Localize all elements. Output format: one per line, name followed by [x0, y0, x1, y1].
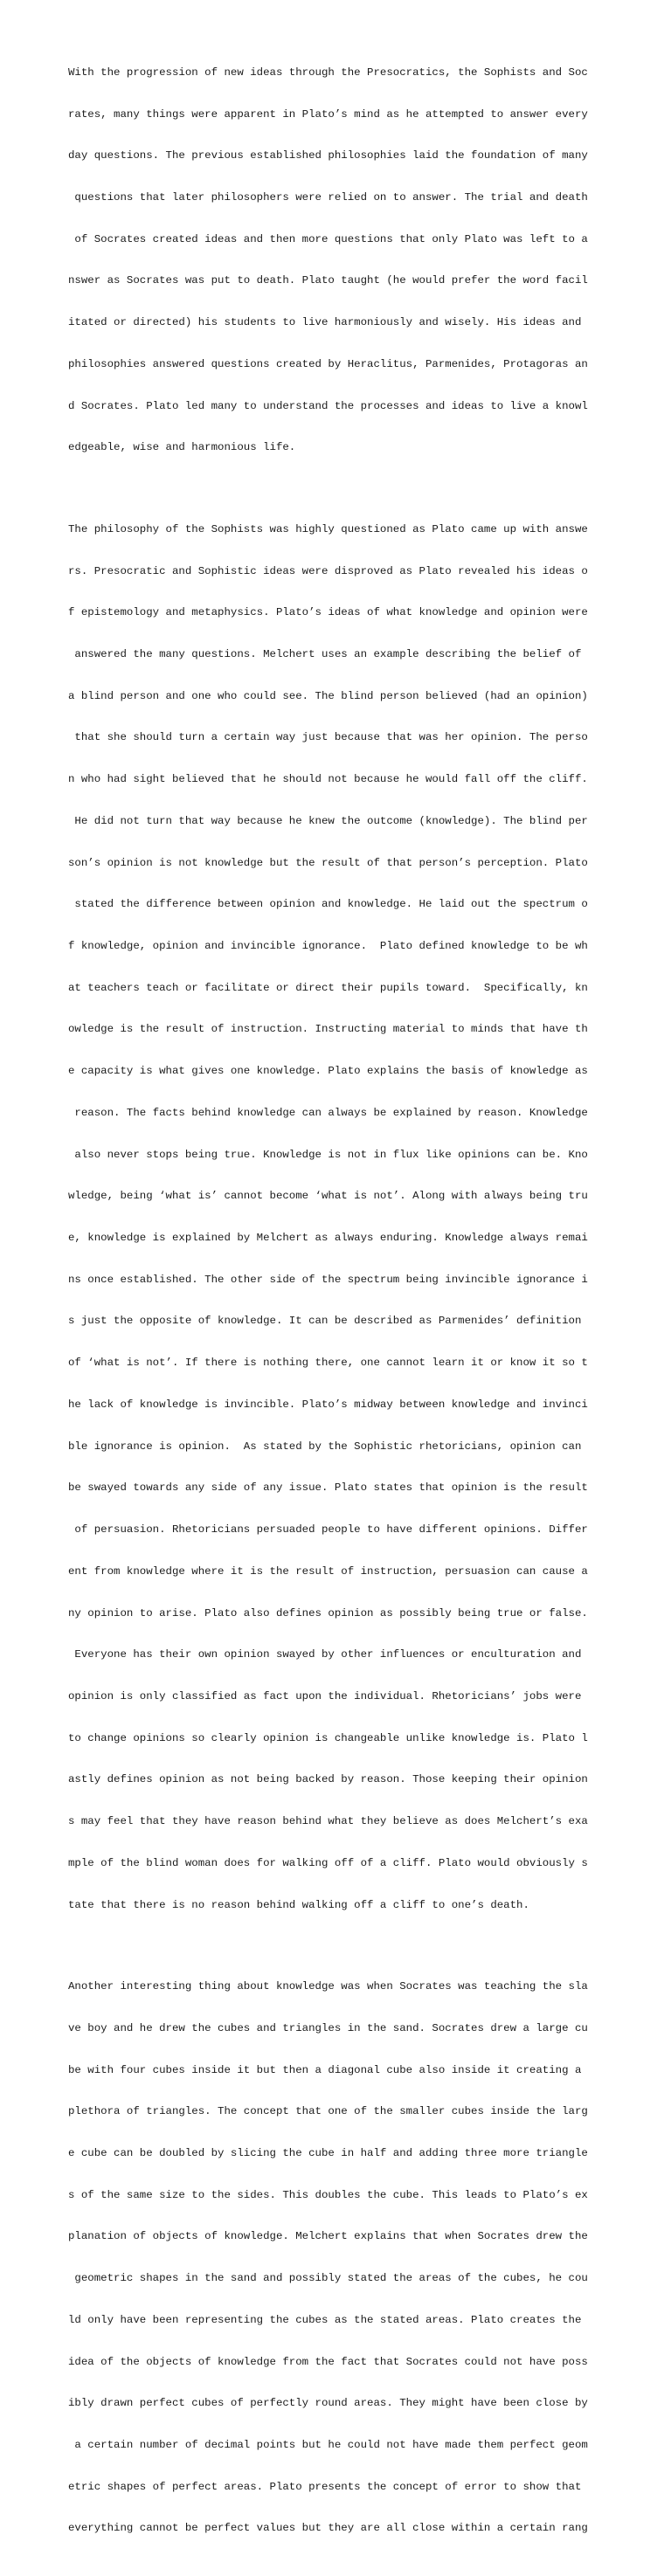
text-line: With the progression of new ideas through the Presocratics, the Sophists and Soc — [68, 66, 588, 79]
text-line: that she should turn a certain way just because that was her opinion. The perso — [68, 731, 588, 744]
text-line: ve boy and he drew the cubes and triangles in the sand. Socrates drew a large cu — [68, 2021, 588, 2034]
text-line: stated the difference between opinion and knowledge. He laid out the spectrum o — [68, 898, 588, 911]
text-line: Another interesting thing about knowledge was when Socrates was teaching the sla — [68, 1980, 588, 1993]
paragraph-objects-of-knowledge — [68, 1952, 610, 2564]
text-line: rates, many things were apparent in Plato’s mind as he attempted to answer every — [68, 107, 588, 121]
text-line: be with four cubes inside it but then a diagonal cube also inside it creating a — [68, 2063, 582, 2076]
paragraph-intro — [68, 38, 610, 483]
text-line: opinion is only classified as fact upon the individual. Rhetoricians’ jobs were — [68, 1689, 582, 1702]
text-line: f epistemology and metaphysics. Plato’s ideas of what knowledge and opinion were — [68, 606, 588, 619]
text-line: He did not turn that way because he knew the outcome (knowledge). The blind per — [68, 814, 588, 827]
text-line: s may feel that they have reason behind what they believe as does Melchert’s exa — [68, 1815, 588, 1828]
text-line: son’s opinion is not knowledge but the result of that person’s perception. Plato — [68, 856, 588, 869]
text-line: Everyone has their own opinion swayed by other influences or enculturation and — [68, 1648, 582, 1661]
text-line: ble ignorance is opinion. As stated by the Sophistic rhetoricians, opinion can — [68, 1440, 582, 1453]
text-line: geometric shapes in the sand and possibly stated the areas of the cubes, he cou — [68, 2272, 588, 2285]
text-line: wledge, being ‘what is’ cannot become ‘what is not’. Along with always being tru — [68, 1190, 588, 1203]
text-line: etric shapes of perfect areas. Plato presents the concept of error to show that — [68, 2480, 582, 2493]
text-line: mple of the blind woman does for walking off of a cliff. Plato would obviously s — [68, 1856, 588, 1869]
text-line: philosophies answered questions created by Heraclitus, Parmenides, Protagoras an — [68, 357, 588, 370]
text-line: nswer as Socrates was put to death. Plato taught (he would prefer the word facil — [68, 274, 588, 287]
text-line: ny opinion to arise. Plato also defines opinion as possibly being true or false. — [68, 1606, 588, 1619]
text-line: he lack of knowledge is invincible. Plato’s midway between knowledge and invinci — [68, 1398, 588, 1411]
text-line: owledge is the result of instruction. Instructing material to minds that have th — [68, 1023, 588, 1036]
text-line: idea of the objects of knowledge from the fact that Socrates could not have poss — [68, 2355, 588, 2368]
text-line: ns once established. The other side of the spectrum being invincible ignorance i — [68, 1273, 588, 1286]
text-line: tate that there is no reason behind walking off a cliff to one’s death. — [68, 1898, 529, 1911]
text-line: s just the opposite of knowledge. It can be described as Parmenides’ definition — [68, 1315, 582, 1328]
text-line: to change opinions so clearly opinion is changeable unlike knowledge is. Plato l — [68, 1731, 588, 1744]
text-line: a blind person and one who could see. The blind person believed (had an opinion) — [68, 689, 588, 702]
text-line: planation of objects of knowledge. Melchert explains that when Socrates drew the — [68, 2230, 588, 2243]
text-line: also never stops being true. Knowledge is not in flux like opinions can be. Kno — [68, 1148, 588, 1161]
document-page — [68, 38, 610, 2576]
text-line: e, knowledge is explained by Melchert as always enduring. Knowledge always remai — [68, 1232, 588, 1245]
paragraph-knowledge-opinion — [68, 495, 610, 1940]
text-line: s of the same size to the sides. This doubles the cube. This leads to Plato’s ex — [68, 2188, 588, 2201]
text-line: of persuasion. Rhetoricians persuaded people to have different opinions. Differ — [68, 1523, 588, 1537]
text-line: n who had sight believed that he should not because he would fall off the cliff. — [68, 773, 588, 786]
text-line: rs. Presocratic and Sophistic ideas were disproved as Plato revealed his ideas o — [68, 564, 588, 577]
text-line: plethora of triangles. The concept that one of the smaller cubes inside the larg — [68, 2105, 588, 2118]
text-line: questions that later philosophers were relied on to answer. The trial and death — [68, 190, 588, 204]
text-line: edgeable, wise and harmonious life. — [68, 441, 296, 454]
text-line: f knowledge, opinion and invincible ignorance. Plato defined knowledge to be wh — [68, 940, 588, 952]
text-line: e capacity is what gives one knowledge. Plato explains the basis of knowledge as — [68, 1065, 588, 1078]
text-line: itated or directed) his students to live harmoniously and wisely. His ideas and — [68, 316, 582, 329]
text-line: d Socrates. Plato led many to understand the processes and ideas to live a knowl — [68, 399, 588, 412]
text-line: ibly drawn perfect cubes of perfectly round areas. They might have been close by — [68, 2397, 588, 2410]
text-line: astly defines opinion as not being backed by reason. Those keeping their opinion — [68, 1773, 588, 1786]
text-line: be swayed towards any side of any issue. Plato states that opinion is the result — [68, 1481, 588, 1495]
text-line: a certain number of decimal points but he could not have made them perfect geom — [68, 2438, 588, 2451]
text-line: of Socrates created ideas and then more questions that only Plato was left to a — [68, 232, 588, 245]
text-line: e cube can be doubled by slicing the cube in half and adding three more triangle — [68, 2146, 588, 2159]
text-line: reason. The facts behind knowledge can always be explained by reason. Knowledge — [68, 1106, 588, 1119]
text-line: answered the many questions. Melchert uses an example describing the belief of — [68, 647, 582, 660]
text-line: everything cannot be perfect values but they are all close within a certain rang — [68, 2522, 588, 2535]
text-line: of ‘what is not’. If there is nothing there, one cannot learn it or know it so t — [68, 1357, 588, 1370]
text-line: day questions. The previous established philosophies laid the foundation of many — [68, 149, 588, 162]
text-line: ld only have been representing the cubes as the stated areas. Plato creates the — [68, 2313, 582, 2326]
text-line: ent from knowledge where it is the result of instruction, persuasion can cause a — [68, 1564, 588, 1578]
text-line: at teachers teach or facilitate or direct their pupils toward. Specifically, kn — [68, 981, 588, 994]
text-line: The philosophy of the Sophists was highly questioned as Plato came up with answe — [68, 522, 588, 535]
